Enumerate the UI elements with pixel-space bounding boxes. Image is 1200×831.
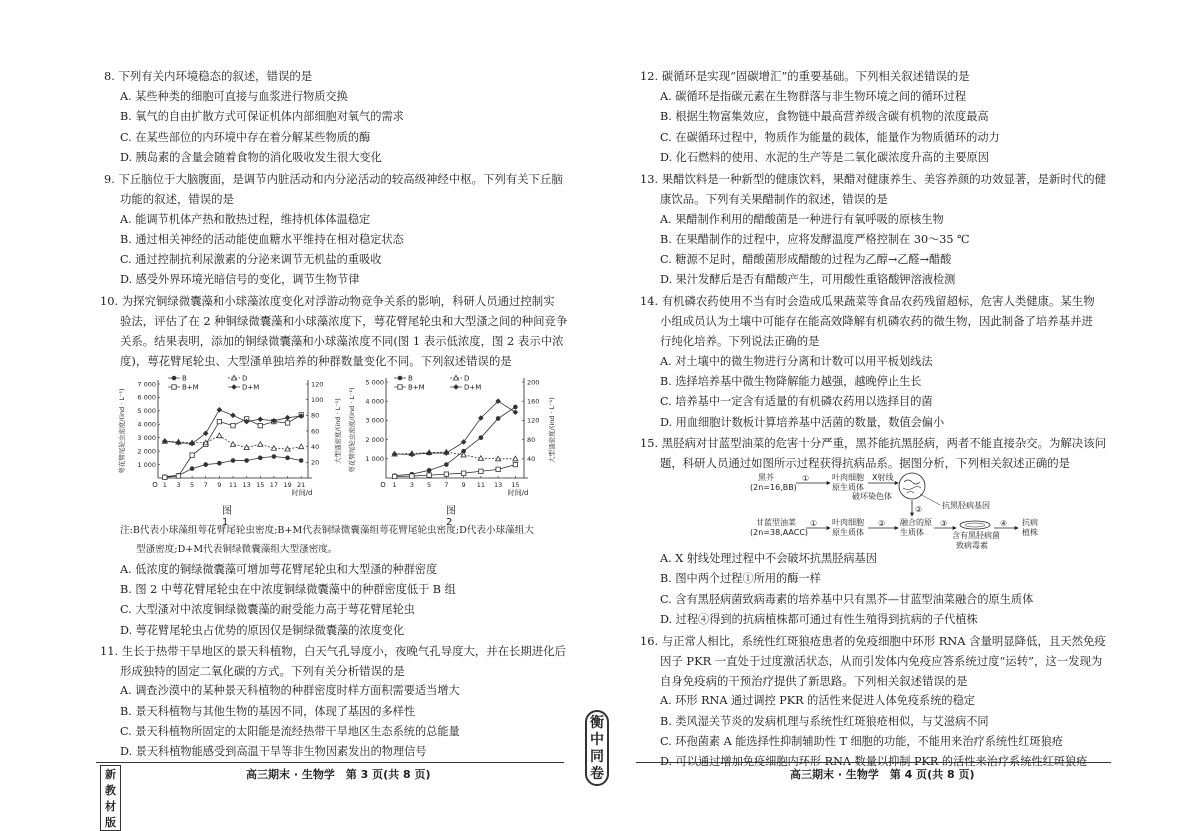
y-tick-label-right: 60	[311, 427, 320, 436]
data-point-b	[244, 458, 249, 463]
edition-badge: 新教材版	[100, 765, 121, 831]
legend-marker	[172, 376, 177, 381]
right-footer-rule	[636, 762, 1111, 763]
x-tick-label: 21	[297, 481, 306, 489]
y-tick-label-left: 3 000	[365, 416, 384, 425]
q11-option-a: A. 调查沙漠中的某种景天科植物的种群密度时样方面积需要适当增大	[120, 684, 460, 697]
q8-option-d: D. 胰岛素的含量会随着食物的消化吸收发生很大变化	[120, 151, 382, 164]
q9-stem-2: 功能的叙述，错误的是	[120, 192, 234, 206]
q16-stem-1: 16. 与正常人相比，系统性红斑狼疮患者的免疫细胞中环形 RNA 含量明显降低，且天然免疫	[640, 634, 1106, 648]
left-footer: 高三期末 · 生物学 第 3 页(共 8 页)	[246, 768, 431, 781]
x-axis-label: 时间/d	[291, 489, 313, 497]
x-tick-label: 13	[493, 481, 503, 489]
q10-note-1: 注:B代表小球藻组萼花臂尾轮虫密度;B+M代表铜绿微囊藻组萼花臂尾轮虫密度;D代表小球藻组大	[120, 525, 534, 536]
q12-option-d: D. 化石燃料的使用、水泥的生产等是二氧化碳浓度升高的主要原因	[660, 151, 989, 164]
legend-marker	[453, 384, 459, 390]
data-point-d-plus-m	[230, 413, 236, 419]
q11-option-c: C. 景天科植物所固定的太阳能是流经热带干旱地区生态系统的总能量	[120, 725, 460, 738]
q15-diagram	[750, 472, 1050, 550]
data-point-b	[427, 468, 432, 473]
q15-option-a: A. X 射线处理过程中不会破坏抗黑胫病基因	[660, 552, 877, 565]
legend-label: B	[408, 374, 413, 383]
data-point-d-plus-m	[217, 407, 223, 413]
data-point-b	[190, 466, 195, 471]
y-axis-label-left: 萼花臂尾轮虫密度/(ind · L⁻¹)	[348, 387, 356, 473]
diagram-medium-2: 致病毒素	[956, 541, 988, 550]
diagram-step-4: ④	[1000, 519, 1008, 528]
diagram-ganlan: 甘蓝型油菜	[756, 518, 796, 527]
diagram-proto-1: 叶肉细胞	[832, 473, 864, 482]
q13-option-c: C. 糖源不足时，醋酸菌形成醋酸的过程为乙醇→乙醛→醋酸	[660, 253, 952, 266]
x-tick-label: 9	[461, 481, 466, 489]
diagram-broken: 破坏染色体	[852, 492, 892, 501]
q10-option-b: B. 图 2 中萼花臂尾轮虫在中浓度铜绿微囊藻中的种群密度低于 B 组	[120, 583, 456, 596]
q15-stem-2: 题，科研人员通过如图所示过程获得抗病品系。据图分析，下列相关叙述正确的是	[660, 456, 1071, 470]
data-point-b-plus-m	[231, 423, 235, 427]
y-tick-label-right: 120	[527, 416, 540, 425]
data-point-b-plus-m	[392, 474, 396, 478]
data-point-b-plus-m	[258, 423, 262, 427]
y-tick-label-right: 80	[311, 411, 320, 420]
data-point-d	[299, 444, 304, 449]
q12-option-b: B. 根据生物富集效应，食物链中最高营养级含碳有机物的浓度最高	[660, 110, 989, 123]
data-point-b	[231, 458, 236, 463]
q9-option-c: C. 通过控制抗利尿激素的分泌来调节无机盐的重吸收	[120, 253, 382, 266]
data-point-b-plus-m	[513, 462, 517, 466]
q16-option-b: B. 类风湿关节炎的发病机理与系统性红斑狼疮相似，与艾滋病不同	[660, 715, 989, 728]
data-point-b-plus-m	[163, 475, 167, 479]
data-point-b	[258, 456, 263, 461]
diagram-dish	[960, 521, 990, 529]
left-footer-rule	[96, 762, 564, 763]
q8-option-c: C. 在某些部位的内环境中存在着分解某些物质的酶	[120, 131, 371, 144]
q9-option-a: A. 能调节机体产热和散热过程，维持机体体温稳定	[120, 213, 371, 226]
q14-stem-3: 行纯化培养。下列说法正确的是	[660, 334, 820, 348]
legend-label: D	[464, 374, 470, 383]
data-point-b-plus-m	[285, 421, 289, 425]
y-tick-label-left: 6 000	[137, 393, 156, 402]
diagram-fused-2: 生质体	[900, 528, 924, 537]
diagram-fused: 融合的原	[900, 518, 932, 527]
figure-2-caption: 图 2	[446, 506, 456, 528]
data-point-d	[258, 442, 263, 447]
y-axis-label-right: 大型溞密度/(ind · L⁻¹)	[548, 397, 556, 463]
figure-1-chart	[118, 370, 348, 500]
y-tick-label-right: 40	[527, 455, 536, 464]
seal-stamp: 衡 中 同 卷	[585, 710, 609, 786]
y-tick-label-left: 7 000	[137, 380, 156, 389]
data-point-d	[230, 442, 235, 447]
diagram-step-1: ①	[802, 474, 810, 483]
q10-stem-2: 验法，评估了在 2 种铜绿微囊藻和小球藻浓度下，萼花臂尾轮虫和大型溞之间的种间竞争	[120, 314, 568, 328]
legend-label: B	[182, 374, 187, 383]
data-point-b-plus-m	[410, 474, 414, 478]
data-point-d-plus-m	[176, 440, 182, 446]
x-tick-label: 11	[228, 481, 238, 489]
q11-stem-2: 形成独特的固定二氧化碳的方式。下列有关分析错误的是	[120, 664, 405, 678]
diagram-heijie-geno: (2n=16,BB)	[750, 483, 797, 492]
q16-option-d: D. 可以通过增加免疫细胞内环形 RNA 数量以抑制 PKR 的活性来治疗系统性红斑狼疮	[660, 755, 1088, 768]
q13-stem-1: 13. 果醋饮料是一种新型的健康饮料，果醋对健康养生、美容养颜的功效显著，是新时代的健	[640, 172, 1106, 186]
y-tick-label-right: 80	[527, 435, 536, 444]
diagram-step-2: ②	[915, 505, 923, 514]
y-tick-label-right: 160	[527, 397, 540, 406]
q15-option-d: D. 过程④得到的抗病植株都可通过有性生殖得到抗病的子代植株	[660, 613, 978, 626]
x-tick-label: 1	[392, 481, 397, 489]
q14-option-b: B. 选择培养基中微生物降解能力越强，越晚停止生长	[660, 375, 922, 388]
q12-option-c: C. 在碳循环过程中，物质作为能量的载体，能量作为物质循环的动力	[660, 131, 1000, 144]
diagram-medium-1: 含有黑胫病菌	[952, 531, 1000, 540]
data-point-b-plus-m	[427, 473, 431, 477]
diagram-plant-1: 抗病	[1022, 518, 1038, 527]
q16-stem-2: 因子 PKR 一直处于过度激活状态，从而引发体内免疫应答系统过度“运转”，这一发现为	[660, 654, 1103, 668]
q9-stem-1: 9. 下丘脑位于大脑腹面，是调节内脏活动和内分泌活动的较高级神经中枢。下列有关下丘脑	[104, 172, 563, 186]
y-axis-label-left: 萼花臂尾轮虫密度/(ind · L⁻¹)	[118, 388, 126, 474]
data-point-b	[285, 456, 290, 461]
y-tick-label-left: 1 000	[137, 460, 156, 469]
x-tick-label: 9	[217, 481, 222, 489]
data-point-b	[203, 462, 208, 467]
q11-option-d: D. 景天科植物能感受到高温干旱等非生物因素发出的物理信号	[120, 745, 427, 758]
q15-option-c: C. 含有黑胫病菌致病毒素的培养基中只有黑芥—甘蓝型油菜融合的原生质体	[660, 593, 1034, 606]
x-origin-label: O	[152, 481, 158, 489]
data-point-b	[513, 405, 518, 410]
q15-option-b: B. 图中两个过程①所用的酶一样	[660, 572, 821, 585]
data-point-b-plus-m	[479, 469, 483, 473]
x-tick-label: 7	[444, 481, 449, 489]
data-point-d-plus-m	[426, 450, 432, 456]
q10-stem-3: 关系。结果表明，添加的铜绿微囊藻和小球藻浓度不同(图 1 表示低浓度，图 2 表示中浓	[120, 334, 564, 348]
q16-option-a: A. 环形 RNA 通过调控 PKR 的活性来促进人体免疫系统的稳定	[660, 694, 975, 707]
q16-stem-3: 自身免疫病的干预治疗提供了新思路。下列相关叙述错误的是	[660, 674, 968, 688]
legend-label: D	[242, 374, 248, 383]
diagram-proto-2b: 原生质体	[832, 528, 864, 537]
x-tick-label: 15	[256, 481, 265, 489]
data-point-d-plus-m	[409, 452, 415, 458]
data-point-b	[444, 462, 449, 467]
x-tick-label: 13	[242, 481, 251, 489]
x-tick-label: 19	[283, 481, 292, 489]
y-tick-label-left: 2 000	[365, 435, 384, 444]
y-tick-label-left: 2 000	[137, 447, 156, 456]
q10-option-d: D. 萼花臂尾轮虫占优势的原因仅是铜绿微囊藻的浓度变化	[120, 624, 405, 637]
data-point-d-plus-m	[257, 416, 263, 422]
x-tick-label: 3	[176, 481, 181, 489]
y-tick-label-right: 120	[311, 380, 324, 389]
q9-option-d: D. 感受外界环境光暗信号的变化，调节生物节律	[120, 273, 360, 286]
data-point-b-plus-m	[444, 472, 448, 476]
data-point-b	[299, 458, 304, 463]
data-point-d-plus-m	[461, 439, 467, 445]
q10-option-c: C. 大型溞对中浓度铜绿微囊藻的耐受能力高于萼花臂尾轮虫	[120, 603, 415, 616]
series-line-d-plus-m	[395, 401, 516, 454]
x-tick-label: 1	[162, 481, 167, 489]
figure-2-chart	[348, 370, 558, 500]
legend-label: D+M	[464, 383, 482, 392]
data-point-b	[217, 461, 222, 466]
x-tick-label: 5	[190, 481, 195, 489]
right-footer: 高三期末 · 生物学 第 4 页(共 8 页)	[790, 768, 975, 781]
y-tick-label-left: 3 000	[137, 434, 156, 443]
data-point-d-plus-m	[444, 450, 450, 456]
data-point-b-plus-m	[496, 467, 500, 471]
q14-stem-1: 14. 有机磷农药使用不当有时会造成瓜果蔬菜等食品农药残留超标，危害人类健康。某生物	[640, 294, 1095, 308]
legend-label: D+M	[242, 383, 260, 392]
data-point-b	[479, 435, 484, 440]
data-point-b-plus-m	[461, 471, 465, 475]
y-axis-label-right: 大型溞密度/(ind · L⁻¹)	[334, 398, 342, 464]
q15-stem-1: 15. 黑胫病对甘蓝型油菜的危害十分严重，黑芥能抗黑胫病，两者不能直接杂交。为解决该问	[640, 436, 1106, 450]
diagram-resist-gene: 抗黑胫病基因	[942, 501, 990, 510]
q8-option-a: A. 某些种类的细胞可直接与血浆进行物质交换	[120, 90, 348, 103]
y-tick-label-right: 100	[311, 395, 324, 404]
q10-stem-4: 度)，萼花臂尾轮虫、大型溞单独培养的种群数量变化不同。下列叙述错误的是	[120, 354, 512, 368]
diagram-plant-2: 植株	[1022, 528, 1038, 537]
diagram-ganlan-geno: (2n=38,AACC)	[750, 528, 809, 537]
q13-option-b: B. 在果醋制作的过程中，应将发酵温度严格控制在 30～35 ℃	[660, 233, 970, 246]
x-tick-label: 7	[203, 481, 208, 489]
q14-option-a: A. 对土壤中的微生物进行分离和计数可以用平板划线法	[660, 355, 933, 368]
y-tick-label-left: 4 000	[137, 420, 156, 429]
legend-marker	[172, 385, 176, 389]
q10-note-2: 型溞密度;D+M代表铜绿微囊藻组大型溞密度。	[136, 544, 338, 555]
y-tick-label-left: 5 000	[137, 407, 156, 416]
data-point-b	[272, 454, 277, 459]
q13-stem-2: 康饮品。下列有关果醋制作的叙述，错误的是	[660, 192, 888, 206]
q16-option-c: C. 环孢菌素 A 能选择性抑制辅助性 T 细胞的功能，不能用来治疗系统性红斑狼疮	[660, 735, 1064, 748]
data-point-d-plus-m	[513, 409, 519, 415]
y-tick-label-left: 5 000	[365, 378, 384, 387]
diagram-proto-2: 叶肉细胞	[832, 518, 864, 527]
q12-option-a: A. 碳循环是指碳元素在生物群落与非生物环境之间的循环过程	[660, 90, 967, 103]
q10-stem-1: 10. 为探究铜绿微囊藻和小球藻浓度变化对浮游动物竞争关系的影响，科研人员通过控制实	[100, 294, 555, 308]
q10-option-a: A. 低浓度的铜绿微囊藻可增加萼花臂尾轮虫和大型溞的种群密度	[120, 563, 438, 576]
q8-option-b: B. 氧气的自由扩散方式可保证机体内部细胞对氧气的需求	[120, 110, 404, 123]
q14-stem-2: 小组成员认为土壤中可能存在能高效降解有机磷农药的微生物，因此制备了培养基并进	[660, 314, 1093, 328]
q13-option-a: A. 果醋制作利用的醋酸菌是一种进行有氧呼吸的原核生物	[660, 213, 944, 226]
x-tick-label: 17	[269, 481, 279, 489]
q11-stem-1: 11. 生长于热带干旱地区的景天科植物，白天气孔导度小，夜晚气孔导度大，并在长期进化后	[100, 644, 566, 658]
legend-label: B+M	[182, 383, 199, 392]
diagram-xray: X射线	[872, 473, 894, 482]
q12-stem: 12. 碳循环是实现“固碳增汇”的重要基础。下列相关叙述错误的是	[640, 69, 970, 83]
x-tick-label: 5	[427, 481, 432, 489]
q8-stem: 8. 下列有关内环境稳态的叙述，错误的是	[104, 69, 313, 83]
x-tick-label: 11	[476, 481, 486, 489]
figure-1-caption: 图 1	[222, 506, 232, 528]
y-tick-label-right: 20	[311, 458, 320, 467]
y-tick-label-left: 4 000	[365, 397, 384, 406]
data-point-b-plus-m	[190, 453, 194, 457]
legend-label: B+M	[408, 383, 425, 392]
diagram-heijie: 黑芥	[758, 473, 774, 482]
y-tick-label-right: 40	[311, 442, 320, 451]
legend-marker	[398, 376, 403, 381]
q9-option-b: B. 通过相关神经的活动能使血糖水平维持在相对稳定状态	[120, 233, 404, 246]
x-axis-label: 时间/d	[507, 489, 529, 497]
legend-marker	[398, 385, 402, 389]
diagram-cell-1	[899, 473, 925, 499]
data-point-b-plus-m	[217, 419, 221, 423]
q13-option-d: D. 果汁发酵后是否有醋酸产生，可用酸性重铬酸钾溶液检测	[660, 273, 956, 286]
q14-option-d: D. 用血细胞计数板计算培养基中活菌的数量，数值会偏小	[660, 416, 945, 429]
x-origin-label: O	[380, 481, 386, 489]
y-tick-label-left: 1 000	[365, 455, 384, 464]
y-tick-label-right: 200	[527, 378, 540, 387]
diagram-proto-1b: 原生质体	[832, 483, 864, 492]
diagram-step-3: ③	[940, 519, 948, 528]
q11-option-b: B. 景天科植物与其他生物的基因不同，体现了基因的多样性	[120, 705, 416, 718]
data-point-d-plus-m	[285, 415, 291, 421]
data-point-d	[217, 433, 222, 438]
diagram-step-1b: ①	[810, 519, 818, 528]
x-tick-label: 15	[511, 481, 520, 489]
diagram-step-2b: ②	[878, 519, 886, 528]
legend-marker	[231, 384, 237, 390]
data-point-b	[496, 416, 501, 421]
data-point-b-plus-m	[176, 474, 180, 478]
x-tick-label: 3	[409, 481, 414, 489]
q14-option-c: C. 培养基中一定含有适量的有机磷农药用以选择目的菌	[660, 395, 933, 408]
